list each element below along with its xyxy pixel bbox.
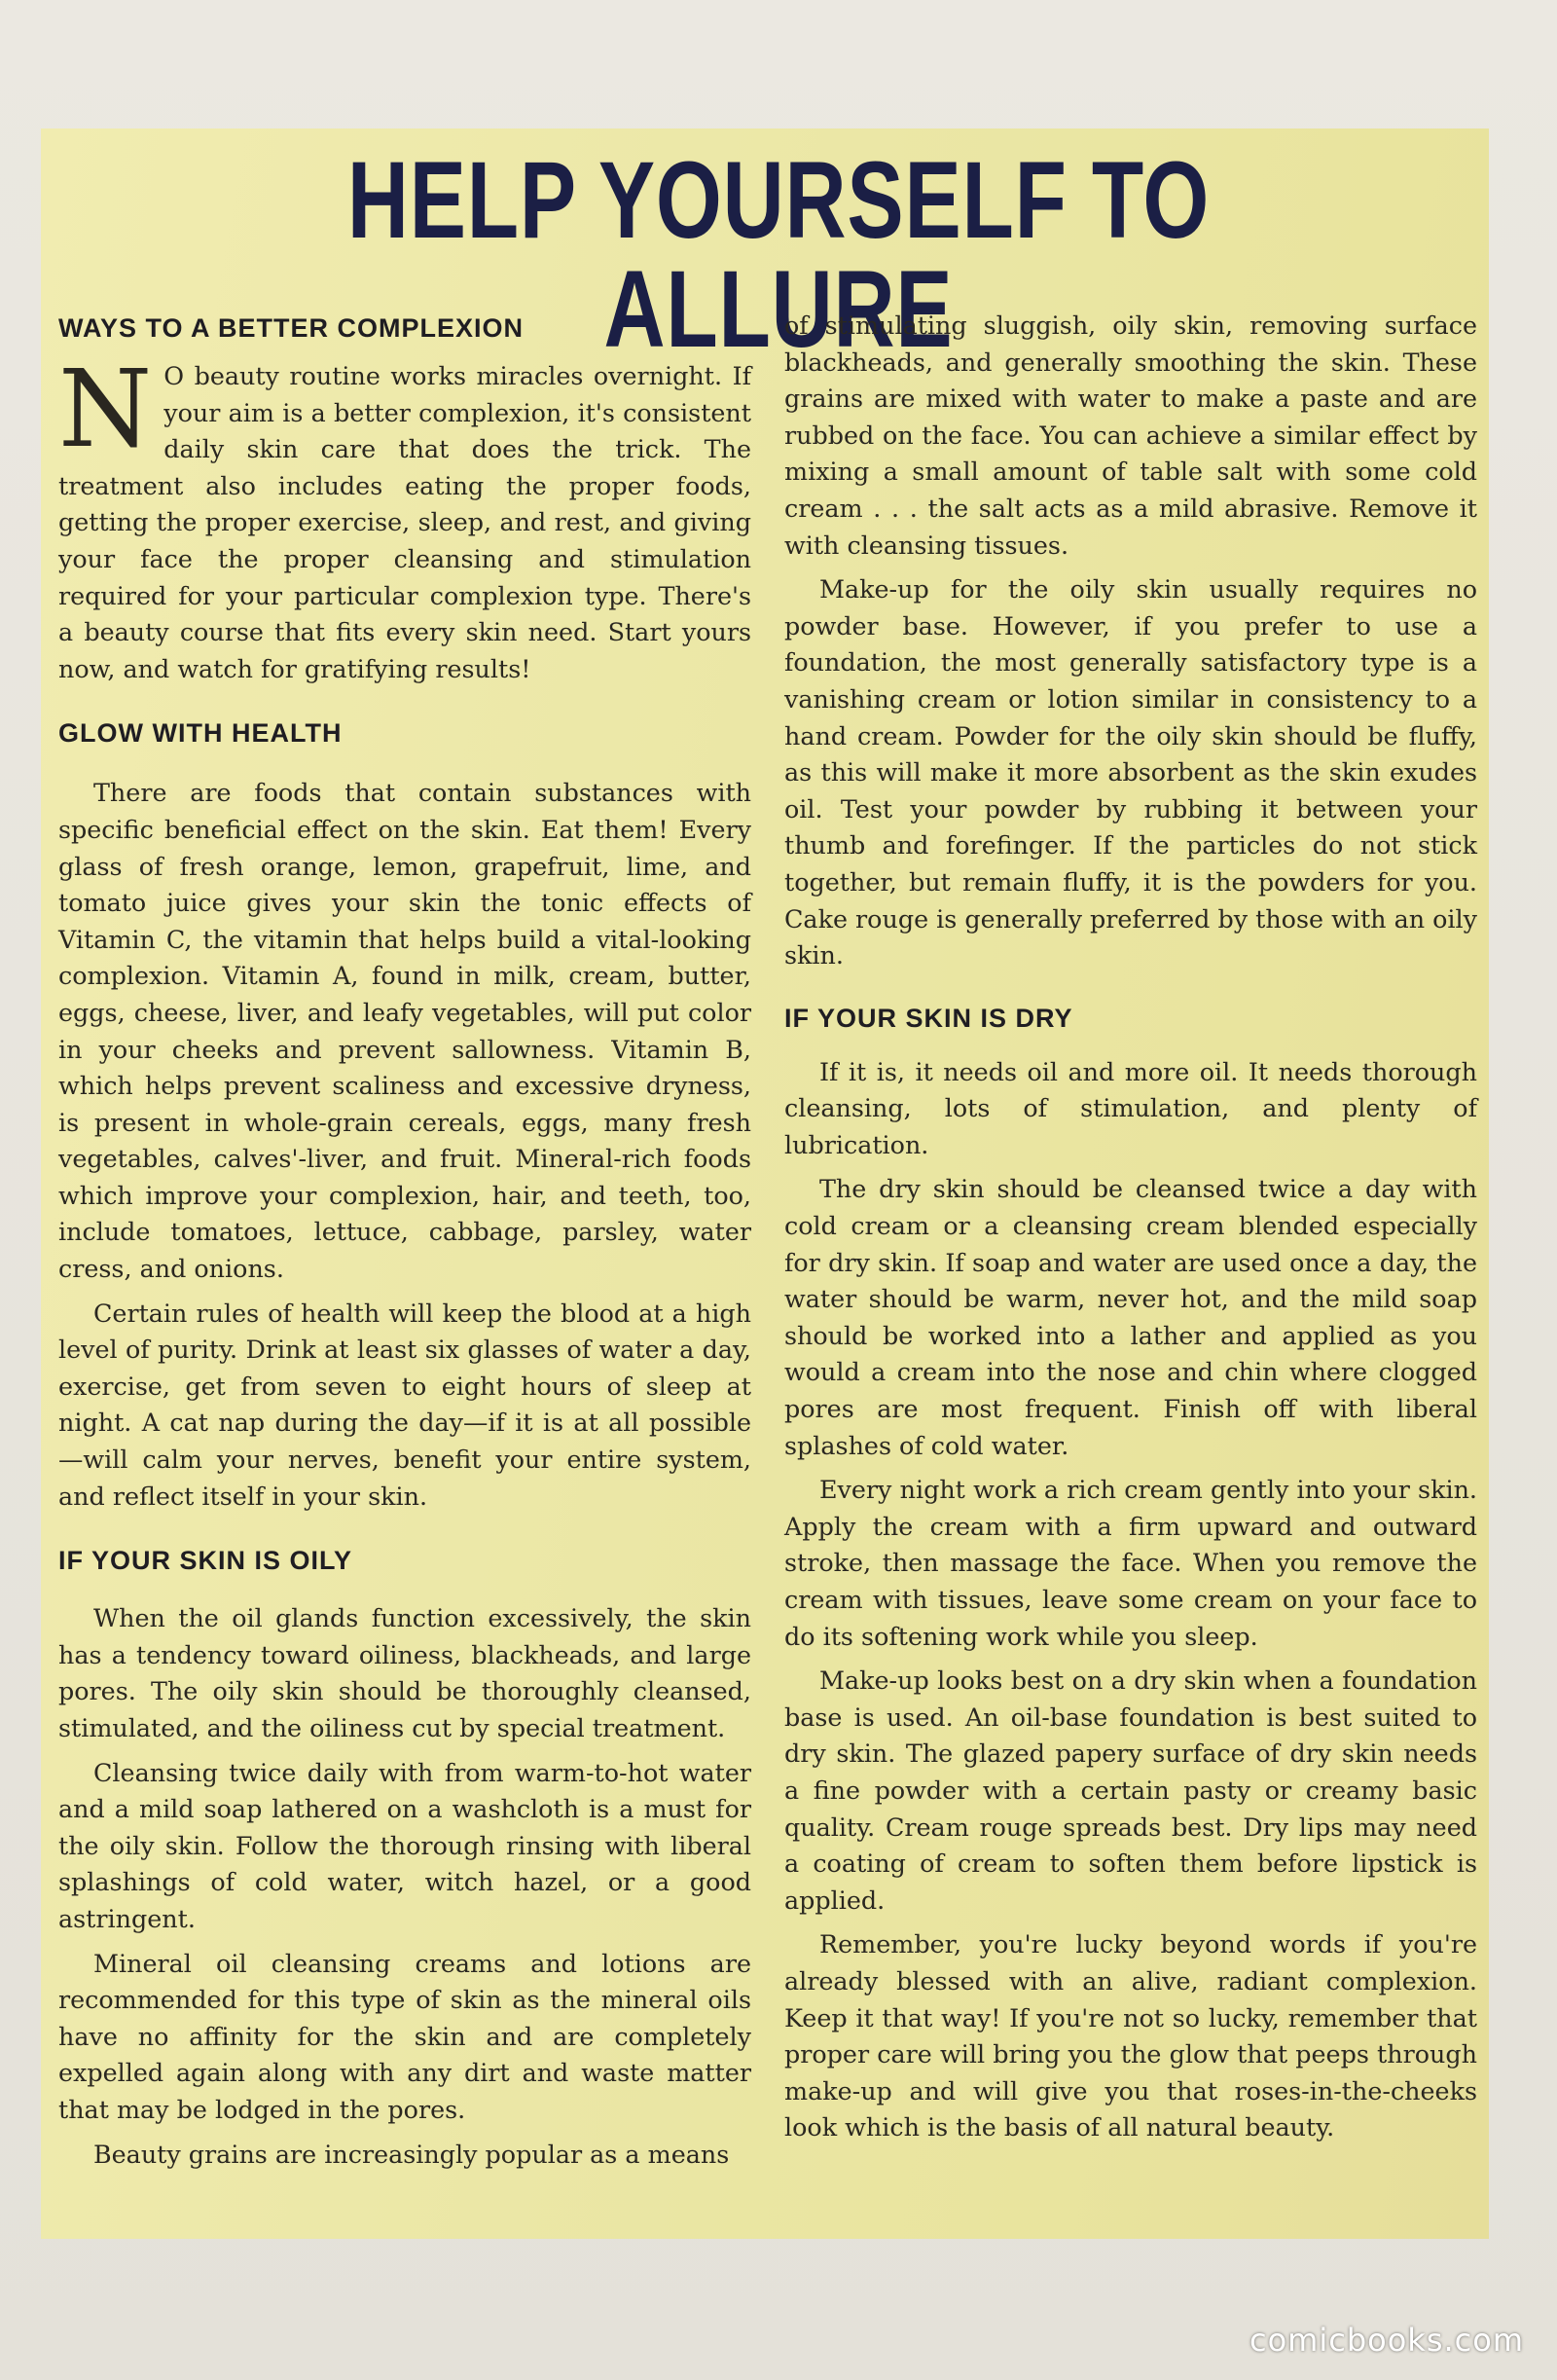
paragraph-dry-2: The dry skin should be cleansed twice a day with cold cream or a cleansing cream blended especially for dry skin. If soap and water are used once a day, the water should be warm, never hot, and the mild soap should be worked into a lather and applied as you would a cream into the nose and chin where clogged pores are most frequent. Finish off with liberal splashes of cold water. [784,1174,1477,1460]
left-column [58,311,751,2180]
paragraph-oily-4: Beauty grains are increasingly popular as a means [93,2139,730,2169]
section-heading-complexion: WAYS TO A BETTER COMPLEXION [58,313,525,343]
section-heading-health: GLOW WITH HEALTH [58,718,343,749]
drop-cap: N [58,347,153,471]
section-heading-dry: IF YOUR SKIN IS DRY [784,1003,1073,1033]
paragraph-intro-text: O beauty routine works miracles overnight. If your aim is a better complexion, it's consistent daily skin care that does the trick. The treatment also includes eating the proper foods, getting the proper exercise, sleep, and rest, and giving your face the proper cleansing and stimulation required for your particular complexion type. There's a beauty course that fits every skin need. Start yours now, and watch for gratifying results! [58,361,751,683]
paragraph-oily-3: Mineral oil cleansing creams and lotions are recommended for this type of skin as the mineral oils have no affinity for the skin and are completely expelled again along with any dirt and waste matter that may be lodged in the pores. [58,1948,751,2124]
paragraph-oily-1: When the oil glands function excessively, the skin has a tendency toward oiliness, blackheads, and large pores. The oily skin should be thoroughly cleansed, stimulated, and the oiliness cut by special treatment. [58,1603,751,1742]
paragraph-intro [58,347,751,687]
right-column [784,308,1477,2154]
paragraph-health-2: Certain rules of health will keep the blood at a high level of purity. Drink at least six glasses of water a day, exercise, get from seven to eight hours of sleep at night. A cat nap during the day—if it is at all possible—will calm your nerves, benefit your entire system, and reflect itself in your skin. [58,1298,751,1511]
paragraph-dry-1: If it is, it needs oil and more oil. It needs thorough cleansing, lots of stimulation, and plenty of lubrication. [784,1056,1477,1159]
article-title: HELP YOURSELF TO ALLURE [346,139,1211,370]
paragraph-dry-5: Remember, you're lucky beyond words if you're already blessed with an alive, radiant complexion. Keep it that way! If you're not so lucky, remember that proper care will bring you the glow that peeps through make-up and will give you that roses-in-the-cheeks look which is the basis of all natural beauty. [784,1929,1477,2142]
site-watermark: comicbooks.com [1249,2322,1524,2359]
paragraph-oily-2: Cleansing twice daily with from warm-to-hot water and a mild soap lathered on a washcloth is a must for the oily skin. Follow the thorough rinsing with liberal splashings of cold water, witch hazel, or a good astringent. [58,1757,751,1933]
paragraph-oily-5: of stimulating sluggish, oily skin, removing surface blackheads, and generally smoothing the skin. These grains are mixed with water to make a paste and are rubbed on the face. You can achieve a similar effect by mixing a small amount of table salt with some cold cream . . . the salt acts as a mild abrasive. Remove it with cleansing tissues. [784,311,1477,560]
paragraph-dry-3: Every night work a rich cream gently into your skin. Apply the cream with a firm upward and outward stroke, then massage the face. When you remove the cream with tissues, leave some cream on your face to do its softening work while you sleep. [784,1475,1477,1651]
section-heading-oily: IF YOUR SKIN IS OILY [58,1546,353,1576]
paragraph-oily-6: Make-up for the oily skin usually requires no powder base. However, if you prefer to use a foundation, the most generally satisfactory type is a vanishing cream or lotion similar in consistency to a hand cream. Powder for the oily skin should be fluffy, as this will make it more absorbent as the skin exudes oil. Test your powder by rubbing it between your thumb and forefinger. If the particles do not stick together, but remain fluffy, it is the powders for you. Cake rouge is generally preferred by those with an oily skin. [784,574,1478,970]
paragraph-health-1: There are foods that contain substances with specific beneficial effect on the skin. Eat them! Every glass of fresh orange, lemon, grapefruit, lime, and tomato juice gives your skin the tonic effects of Vitamin C, the vitamin that helps build a vital-looking complexion. Vitamin A, found in milk, cream, butter, eggs, cheese, liver, and leafy vegetables, will put color in your cheeks and prevent sallowness. Vitamin B, which helps prevent scaliness and excessive dryness, is present in whole-grain cereals, eggs, many fresh vegetables, calves'-liver, and fruit. Mineral-rich foods which improve your complexion, hair, and teeth, too, include tomatoes, lettuce, cabbage, parsley, water cress, and onions. [58,778,751,1284]
paragraph-dry-4: Make-up looks best on a dry skin when a foundation base is used. An oil-base foundation is best suited to dry skin. The glazed papery surface of dry skin needs a fine powder with a certain pasty or creamy basic quality. Cream rouge spreads best. Dry lips may need a coating of cream to soften them before lipstick is applied. [784,1666,1477,1915]
